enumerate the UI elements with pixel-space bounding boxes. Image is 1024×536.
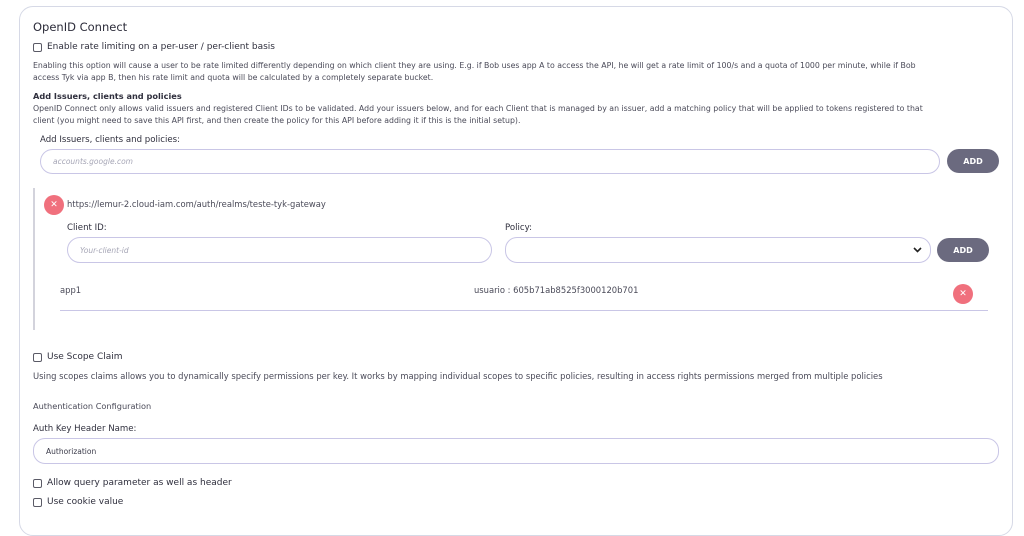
auth-config-heading: Authentication Configuration (33, 401, 152, 411)
delete-client-button[interactable] (953, 284, 973, 304)
query-param-label: Allow query parameter as well as header (47, 478, 232, 488)
add-client-policy-button[interactable]: ADD (937, 238, 989, 262)
scope-claim-option[interactable] (33, 352, 123, 362)
issuers-description (33, 103, 998, 126)
scope-claim-checkbox[interactable] (33, 353, 42, 362)
client-id-input[interactable]: Your-client-id (67, 237, 492, 263)
issuers-input-label: Add Issuers, clients and policies: (40, 135, 181, 145)
issuers-heading: Add Issuers, clients and policies (33, 91, 182, 101)
policy-label: Policy: (505, 223, 532, 233)
chevron-down-icon (913, 247, 922, 253)
close-icon: ✕ (959, 289, 967, 299)
scope-claim-label: Use Scope Claim (47, 352, 123, 362)
delete-issuer-button[interactable] (44, 195, 64, 215)
issuer-block-bar (33, 188, 35, 330)
rate-limit-description-line2: access Tyk via app B, then his rate limit and quota will be calculated by a completely separate bucket. (33, 72, 434, 82)
client-policy: usuario : 605b71ab8525f3000120b701 (474, 285, 639, 295)
rate-limit-checkbox[interactable] (33, 43, 42, 52)
issuers-description-line2: client (you might need to save this API first, and then create the policy for this API before adding it if this is the initial setup). (33, 115, 521, 125)
auth-header-name-label: Auth Key Header Name: (33, 424, 137, 434)
client-id-label: Client ID: (67, 223, 107, 233)
cookie-option[interactable] (33, 497, 123, 507)
scope-claim-description: Using scopes claims allows you to dynamically specify permissions per key. It works by mapping individual scopes to specific policies, resulting in access rights permissions merged from multiple policies (33, 371, 883, 381)
rate-limit-description (33, 60, 993, 83)
rate-limit-description-line1: Enabling this option will cause a user to be rate limited differently depending on which client they are using. E.g. if Bob uses app A to access the API, he will get a rate limit of 100/s and a quota of 1000 per minute, while if Bob (33, 61, 916, 70)
close-icon: ✕ (50, 200, 58, 210)
cookie-label: Use cookie value (47, 497, 124, 507)
issuer-url-input[interactable]: accounts.google.com (40, 149, 940, 174)
add-issuer-button[interactable]: ADD (947, 149, 999, 173)
section-title: OpenID Connect (33, 20, 128, 34)
rate-limit-option[interactable] (33, 42, 275, 52)
issuer-url: https://lemur-2.cloud-iam.com/auth/realms/teste-tyk-gateway (67, 199, 326, 209)
cookie-checkbox[interactable] (33, 498, 42, 507)
issuers-description-line1: OpenID Connect only allows valid issuers and registered Client IDs to be validated. Add your issuers below, and for each Client that is managed by an issuer, add a matching policy that will be applied to tokens registered to that (33, 104, 923, 113)
rate-limit-label: Enable rate limiting on a per-user / per-client basis (47, 42, 275, 52)
auth-header-name-input[interactable]: Authorization (33, 438, 999, 464)
query-param-option[interactable] (33, 478, 232, 488)
client-name: app1 (60, 285, 82, 295)
client-row-divider (60, 310, 988, 311)
policy-select[interactable] (505, 237, 931, 263)
query-param-checkbox[interactable] (33, 479, 42, 488)
